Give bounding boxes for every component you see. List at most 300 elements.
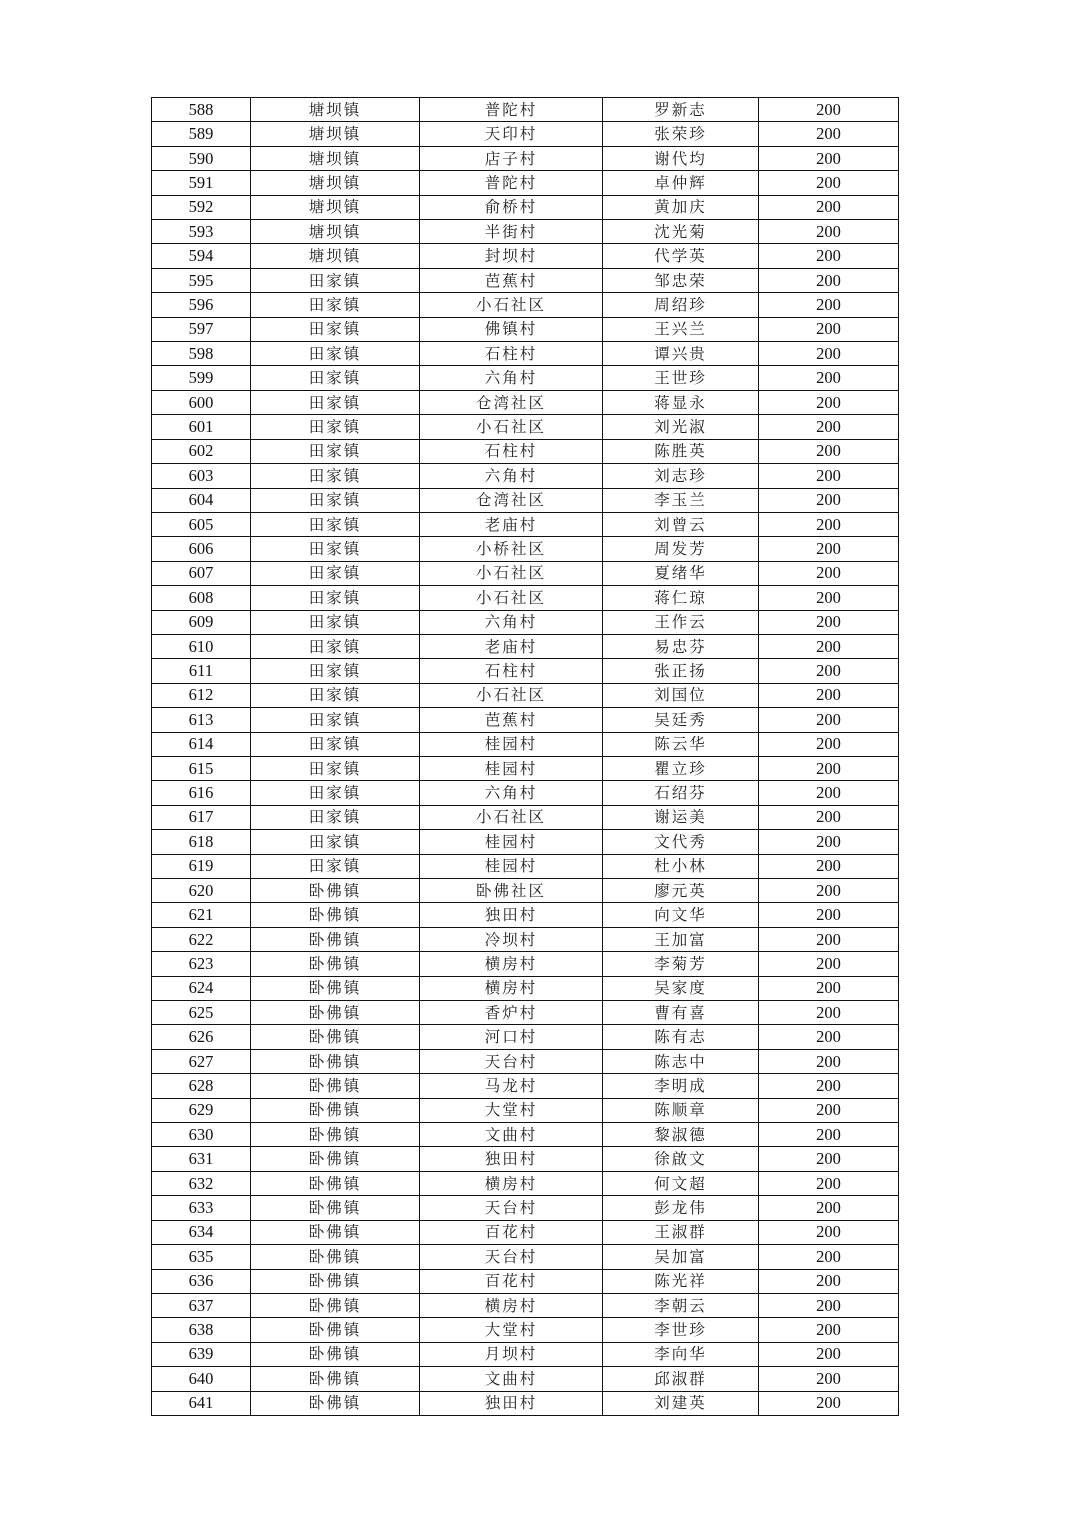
amount-cell: 200 [759,830,899,854]
name-cell: 彭龙伟 [603,1196,759,1220]
table-row [152,1001,899,1025]
town-cell: 卧佛镇 [251,1245,420,1269]
town-cell: 卧佛镇 [251,1147,420,1171]
amount-cell: 200 [759,1245,899,1269]
village-cell: 六角村 [420,781,603,805]
village-cell: 横房村 [420,1293,603,1317]
town-cell: 卧佛镇 [251,1049,420,1073]
amount-cell: 200 [759,927,899,951]
row-number-cell: 588 [152,98,251,122]
row-number-cell: 635 [152,1245,251,1269]
village-cell: 天印村 [420,122,603,146]
row-number-cell: 621 [152,903,251,927]
table-row [152,903,899,927]
amount-cell: 200 [759,537,899,561]
table-row [152,1171,899,1195]
table-row [152,1318,899,1342]
table-row [152,1367,899,1391]
village-cell: 月坝村 [420,1342,603,1366]
table-row [152,683,899,707]
town-cell: 田家镇 [251,805,420,829]
town-cell: 塘坝镇 [251,244,420,268]
table-row [152,122,899,146]
table-row [152,1220,899,1244]
table-row [152,732,899,756]
village-cell: 仓湾社区 [420,488,603,512]
village-cell: 半街村 [420,220,603,244]
town-cell: 田家镇 [251,586,420,610]
row-number-cell: 634 [152,1220,251,1244]
village-cell: 仓湾社区 [420,390,603,414]
town-cell: 卧佛镇 [251,903,420,927]
village-cell: 卧佛社区 [420,879,603,903]
table-row [152,1196,899,1220]
amount-cell: 200 [759,1147,899,1171]
name-cell: 邱淑群 [603,1367,759,1391]
village-cell: 普陀村 [420,171,603,195]
village-cell: 独田村 [420,903,603,927]
amount-cell: 200 [759,1318,899,1342]
town-cell: 卧佛镇 [251,1074,420,1098]
town-cell: 卧佛镇 [251,1171,420,1195]
town-cell: 田家镇 [251,512,420,536]
amount-cell: 200 [759,1049,899,1073]
table-row [152,1269,899,1293]
row-number-cell: 614 [152,732,251,756]
town-cell: 卧佛镇 [251,927,420,951]
row-number-cell: 603 [152,464,251,488]
village-cell: 独田村 [420,1391,603,1415]
table-row [152,317,899,341]
name-cell: 张正扬 [603,659,759,683]
name-cell: 曹有喜 [603,1001,759,1025]
town-cell: 卧佛镇 [251,1293,420,1317]
town-cell: 卧佛镇 [251,1391,420,1415]
amount-cell: 200 [759,634,899,658]
row-number-cell: 640 [152,1367,251,1391]
name-cell: 黄加庆 [603,195,759,219]
amount-cell: 200 [759,1196,899,1220]
row-number-cell: 611 [152,659,251,683]
row-number-cell: 605 [152,512,251,536]
table-row [152,146,899,170]
town-cell: 田家镇 [251,390,420,414]
row-number-cell: 639 [152,1342,251,1366]
amount-cell: 200 [759,293,899,317]
row-number-cell: 594 [152,244,251,268]
name-cell: 蒋显永 [603,390,759,414]
amount-cell: 200 [759,488,899,512]
amount-cell: 200 [759,1269,899,1293]
table-row [152,1098,899,1122]
row-number-cell: 631 [152,1147,251,1171]
name-cell: 张荣珍 [603,122,759,146]
town-cell: 田家镇 [251,464,420,488]
village-cell: 小桥社区 [420,537,603,561]
row-number-cell: 636 [152,1269,251,1293]
name-cell: 陈云华 [603,732,759,756]
village-cell: 马龙村 [420,1074,603,1098]
table-row [152,342,899,366]
amount-cell: 200 [759,122,899,146]
row-number-cell: 619 [152,854,251,878]
table-row [152,537,899,561]
amount-cell: 200 [759,732,899,756]
row-number-cell: 628 [152,1074,251,1098]
row-number-cell: 633 [152,1196,251,1220]
amount-cell: 200 [759,976,899,1000]
amount-cell: 200 [759,1220,899,1244]
village-cell: 小石社区 [420,293,603,317]
amount-cell: 200 [759,1171,899,1195]
town-cell: 卧佛镇 [251,1318,420,1342]
village-cell: 佛镇村 [420,317,603,341]
table-row [152,390,899,414]
table-row [152,98,899,122]
town-cell: 塘坝镇 [251,195,420,219]
amount-cell: 200 [759,903,899,927]
name-cell: 徐啟文 [603,1147,759,1171]
town-cell: 田家镇 [251,415,420,439]
name-cell: 王世珍 [603,366,759,390]
village-cell: 独田村 [420,1147,603,1171]
town-cell: 卧佛镇 [251,1001,420,1025]
table-row [152,610,899,634]
row-number-cell: 592 [152,195,251,219]
row-number-cell: 641 [152,1391,251,1415]
village-cell: 桂园村 [420,756,603,780]
village-cell: 文曲村 [420,1367,603,1391]
name-cell: 吴廷秀 [603,708,759,732]
village-cell: 天台村 [420,1245,603,1269]
row-number-cell: 593 [152,220,251,244]
town-cell: 卧佛镇 [251,1342,420,1366]
town-cell: 田家镇 [251,830,420,854]
town-cell: 田家镇 [251,756,420,780]
amount-cell: 200 [759,1367,899,1391]
name-cell: 廖元英 [603,879,759,903]
town-cell: 田家镇 [251,293,420,317]
row-number-cell: 612 [152,683,251,707]
table-row [152,756,899,780]
amount-cell: 200 [759,244,899,268]
row-number-cell: 617 [152,805,251,829]
recipient-table [151,97,899,1416]
town-cell: 田家镇 [251,561,420,585]
town-cell: 田家镇 [251,659,420,683]
row-number-cell: 597 [152,317,251,341]
amount-cell: 200 [759,1123,899,1147]
town-cell: 卧佛镇 [251,952,420,976]
village-cell: 芭蕉村 [420,708,603,732]
amount-cell: 200 [759,805,899,829]
name-cell: 周绍珍 [603,293,759,317]
village-cell: 天台村 [420,1049,603,1073]
row-number-cell: 604 [152,488,251,512]
row-number-cell: 589 [152,122,251,146]
village-cell: 封坝村 [420,244,603,268]
name-cell: 代学英 [603,244,759,268]
village-cell: 文曲村 [420,1123,603,1147]
amount-cell: 200 [759,683,899,707]
name-cell: 刘光淑 [603,415,759,439]
amount-cell: 200 [759,171,899,195]
name-cell: 陈志中 [603,1049,759,1073]
town-cell: 卧佛镇 [251,1025,420,1049]
village-cell: 小石社区 [420,561,603,585]
table-row [152,781,899,805]
name-cell: 何文超 [603,1171,759,1195]
name-cell: 吴加富 [603,1245,759,1269]
row-number-cell: 615 [152,756,251,780]
name-cell: 黎淑德 [603,1123,759,1147]
amount-cell: 200 [759,146,899,170]
amount-cell: 200 [759,464,899,488]
name-cell: 卓仲辉 [603,171,759,195]
town-cell: 田家镇 [251,781,420,805]
amount-cell: 200 [759,415,899,439]
town-cell: 田家镇 [251,342,420,366]
town-cell: 田家镇 [251,634,420,658]
row-number-cell: 600 [152,390,251,414]
name-cell: 谭兴贵 [603,342,759,366]
amount-cell: 200 [759,439,899,463]
name-cell: 陈有志 [603,1025,759,1049]
name-cell: 刘志珍 [603,464,759,488]
town-cell: 田家镇 [251,610,420,634]
village-cell: 石柱村 [420,342,603,366]
row-number-cell: 638 [152,1318,251,1342]
row-number-cell: 624 [152,976,251,1000]
table-row [152,244,899,268]
amount-cell: 200 [759,512,899,536]
name-cell: 沈光菊 [603,220,759,244]
amount-cell: 200 [759,342,899,366]
row-number-cell: 632 [152,1171,251,1195]
table-row [152,195,899,219]
table-row [152,439,899,463]
town-cell: 塘坝镇 [251,122,420,146]
town-cell: 塘坝镇 [251,220,420,244]
town-cell: 卧佛镇 [251,879,420,903]
table-row [152,1074,899,1098]
row-number-cell: 630 [152,1123,251,1147]
row-number-cell: 608 [152,586,251,610]
town-cell: 田家镇 [251,537,420,561]
table-row [152,854,899,878]
name-cell: 刘国位 [603,683,759,707]
village-cell: 横房村 [420,976,603,1000]
village-cell: 老庙村 [420,512,603,536]
amount-cell: 200 [759,317,899,341]
table-row [152,561,899,585]
name-cell: 陈光祥 [603,1269,759,1293]
town-cell: 田家镇 [251,854,420,878]
town-cell: 田家镇 [251,439,420,463]
row-number-cell: 606 [152,537,251,561]
town-cell: 卧佛镇 [251,1367,420,1391]
amount-cell: 200 [759,561,899,585]
amount-cell: 200 [759,659,899,683]
name-cell: 陈顺章 [603,1098,759,1122]
table-row [152,220,899,244]
village-cell: 桂园村 [420,732,603,756]
town-cell: 卧佛镇 [251,1220,420,1244]
village-cell: 六角村 [420,610,603,634]
table-row [152,1025,899,1049]
amount-cell: 200 [759,781,899,805]
name-cell: 谢代均 [603,146,759,170]
row-number-cell: 609 [152,610,251,634]
name-cell: 易忠芬 [603,634,759,658]
name-cell: 刘建英 [603,1391,759,1415]
village-cell: 小石社区 [420,683,603,707]
name-cell: 杜小林 [603,854,759,878]
town-cell: 田家镇 [251,708,420,732]
row-number-cell: 626 [152,1025,251,1049]
name-cell: 李明成 [603,1074,759,1098]
village-cell: 香炉村 [420,1001,603,1025]
village-cell: 六角村 [420,366,603,390]
row-number-cell: 616 [152,781,251,805]
table-row [152,952,899,976]
row-number-cell: 613 [152,708,251,732]
amount-cell: 200 [759,195,899,219]
amount-cell: 200 [759,366,899,390]
village-cell: 桂园村 [420,830,603,854]
row-number-cell: 598 [152,342,251,366]
name-cell: 吴家度 [603,976,759,1000]
amount-cell: 200 [759,854,899,878]
table-row [152,634,899,658]
name-cell: 李玉兰 [603,488,759,512]
village-cell: 百花村 [420,1220,603,1244]
row-number-cell: 618 [152,830,251,854]
village-cell: 横房村 [420,1171,603,1195]
row-number-cell: 629 [152,1098,251,1122]
row-number-cell: 596 [152,293,251,317]
row-number-cell: 625 [152,1001,251,1025]
town-cell: 卧佛镇 [251,1123,420,1147]
table-row [152,879,899,903]
name-cell: 蒋仁琼 [603,586,759,610]
town-cell: 田家镇 [251,732,420,756]
village-cell: 小石社区 [420,805,603,829]
table-row [152,708,899,732]
row-number-cell: 622 [152,927,251,951]
village-cell: 小石社区 [420,415,603,439]
row-number-cell: 637 [152,1293,251,1317]
table-row [152,1147,899,1171]
name-cell: 夏绪华 [603,561,759,585]
amount-cell: 200 [759,390,899,414]
town-cell: 塘坝镇 [251,171,420,195]
table-row [152,659,899,683]
name-cell: 文代秀 [603,830,759,854]
village-cell: 俞桥村 [420,195,603,219]
amount-cell: 200 [759,952,899,976]
row-number-cell: 602 [152,439,251,463]
town-cell: 田家镇 [251,488,420,512]
table-row [152,1123,899,1147]
table-row [152,1391,899,1415]
table-row [152,1342,899,1366]
amount-cell: 200 [759,756,899,780]
village-cell: 小石社区 [420,586,603,610]
amount-cell: 200 [759,1391,899,1415]
town-cell: 卧佛镇 [251,1269,420,1293]
amount-cell: 200 [759,879,899,903]
table-row [152,415,899,439]
amount-cell: 200 [759,1074,899,1098]
name-cell: 石绍芬 [603,781,759,805]
amount-cell: 200 [759,1098,899,1122]
table-row [152,366,899,390]
village-cell: 六角村 [420,464,603,488]
row-number-cell: 595 [152,268,251,292]
name-cell: 王淑群 [603,1220,759,1244]
row-number-cell: 607 [152,561,251,585]
row-number-cell: 610 [152,634,251,658]
table-row [152,293,899,317]
name-cell: 刘曾云 [603,512,759,536]
village-cell: 冷坝村 [420,927,603,951]
amount-cell: 200 [759,610,899,634]
amount-cell: 200 [759,586,899,610]
table-row [152,171,899,195]
row-number-cell: 591 [152,171,251,195]
table-row [152,488,899,512]
town-cell: 塘坝镇 [251,146,420,170]
village-cell: 大堂村 [420,1318,603,1342]
town-cell: 卧佛镇 [251,976,420,1000]
row-number-cell: 623 [152,952,251,976]
row-number-cell: 627 [152,1049,251,1073]
amount-cell: 200 [759,708,899,732]
town-cell: 田家镇 [251,683,420,707]
village-cell: 大堂村 [420,1098,603,1122]
name-cell: 李菊芳 [603,952,759,976]
amount-cell: 200 [759,1001,899,1025]
village-cell: 河口村 [420,1025,603,1049]
amount-cell: 200 [759,1293,899,1317]
table-row [152,805,899,829]
village-cell: 横房村 [420,952,603,976]
table-row [152,464,899,488]
village-cell: 老庙村 [420,634,603,658]
town-cell: 田家镇 [251,268,420,292]
name-cell: 罗新志 [603,98,759,122]
name-cell: 王加富 [603,927,759,951]
village-cell: 石柱村 [420,659,603,683]
table-row [152,830,899,854]
village-cell: 石柱村 [420,439,603,463]
table-row [152,1049,899,1073]
village-cell: 芭蕉村 [420,268,603,292]
table-body [152,98,899,1416]
amount-cell: 200 [759,220,899,244]
village-cell: 普陀村 [420,98,603,122]
table-row [152,1245,899,1269]
town-cell: 田家镇 [251,317,420,341]
row-number-cell: 599 [152,366,251,390]
village-cell: 百花村 [420,1269,603,1293]
town-cell: 田家镇 [251,366,420,390]
name-cell: 李朝云 [603,1293,759,1317]
name-cell: 向文华 [603,903,759,927]
name-cell: 李世珍 [603,1318,759,1342]
row-number-cell: 620 [152,879,251,903]
